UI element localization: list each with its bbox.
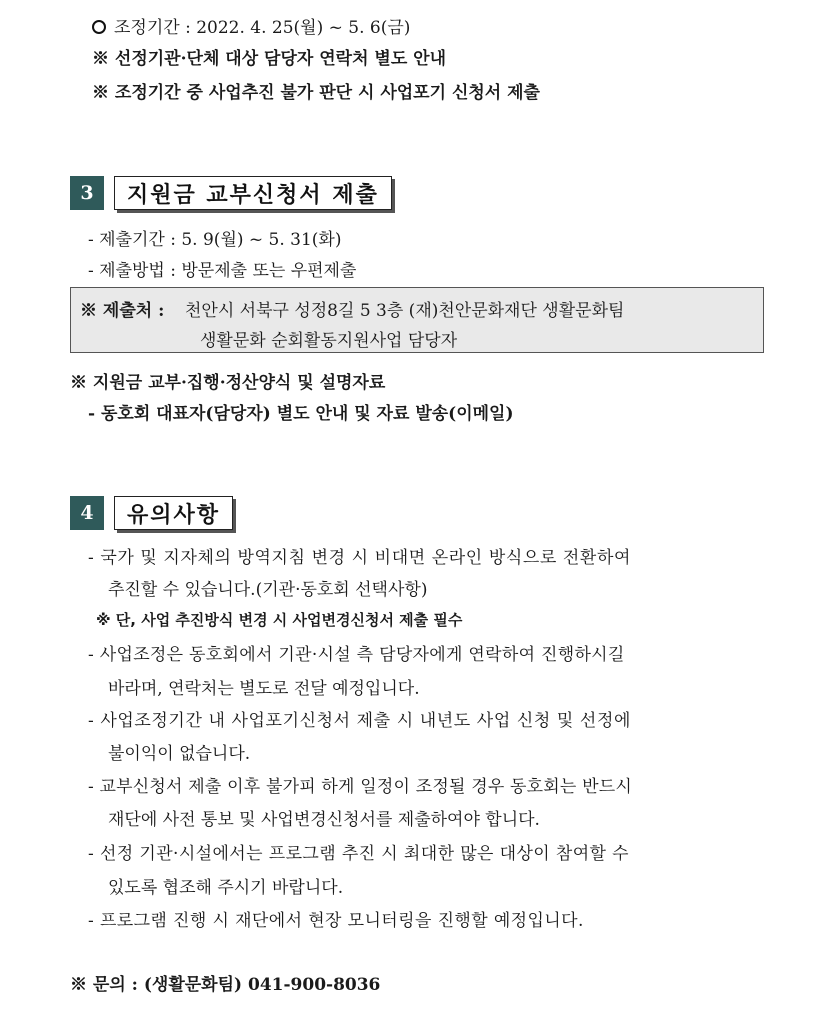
box-recipient: 생활문화 순회활동지원사업 담당자 [200,331,458,351]
caution-line-2: 추진할 수 있습니다.(기관·동호회 선택사항) [108,580,428,600]
caution-line-5: - 사업조정기간 내 사업포기신청서 제출 시 내년도 사업 신청 및 선정에 [88,711,631,731]
note-contact-info: ※ 선정기관·단체 대상 담당자 연락처 별도 안내 [92,49,447,69]
box-address: 천안시 서북구 성정8길 5 3층 (재)천안문화재단 생활문화팀 [185,301,625,321]
section-3-title: 지원금 교부신청서 제출 [114,176,392,210]
period-line: 조정기간 : 2022. 4. 25(월) ~ 5. 6(금) [92,13,410,38]
caution-line-8: 재단에 사전 통보 및 사업변경신청서를 제출하여야 합니다. [108,810,540,830]
caution-line-4: 바라며, 연락처는 별도로 전달 예정입니다. [108,679,420,699]
submit-period: - 제출기간 : 5. 9(월) ~ 5. 31(화) [88,230,342,250]
section-4-title: 유의사항 [114,496,233,530]
contact-line: ※ 문의 : (생활문화팀) 041-900-8036 [70,975,381,995]
caution-line-11: - 프로그램 진행 시 재단에서 현장 모니터링을 진행할 예정입니다. [88,911,584,931]
submit-method: - 제출방법 : 방문제출 또는 우편제출 [88,261,357,281]
section-3-number: 3 [70,176,104,210]
caution-line-3: - 사업조정은 동호회에서 기관·시설 측 담당자에게 연락하여 진행하시길 [88,645,625,665]
note-withdrawal: ※ 조정기간 중 사업추진 불가 판단 시 사업포기 신청서 제출 [92,83,540,103]
circle-bullet-icon [92,20,106,34]
caution-line-1: - 국가 및 지자체의 방역지침 변경 시 비대면 온라인 방식으로 전환하여 [88,548,631,568]
forms-note-title: ※ 지원금 교부·집행·정산양식 및 설명자료 [70,373,386,393]
caution-line-10: 있도록 협조해 주시기 바랍니다. [108,878,344,898]
caution-note: ※ 단, 사업 추진방식 변경 시 사업변경신청서 제출 필수 [96,611,463,629]
forms-note-sub: - 동호회 대표자(담당자) 별도 안내 및 자료 발송(이메일) [88,404,514,424]
caution-line-7: - 교부신청서 제출 이후 불가피 하게 일정이 조정될 경우 동호회는 반드시 [88,777,633,797]
box-label: ※ 제출처 : [80,301,165,321]
caution-line-6: 불이익이 없습니다. [108,744,251,764]
section-4-number: 4 [70,496,104,530]
caution-line-9: - 선정 기관·시설에서는 프로그램 추진 시 최대한 많은 대상이 참여할 수 [88,844,630,864]
